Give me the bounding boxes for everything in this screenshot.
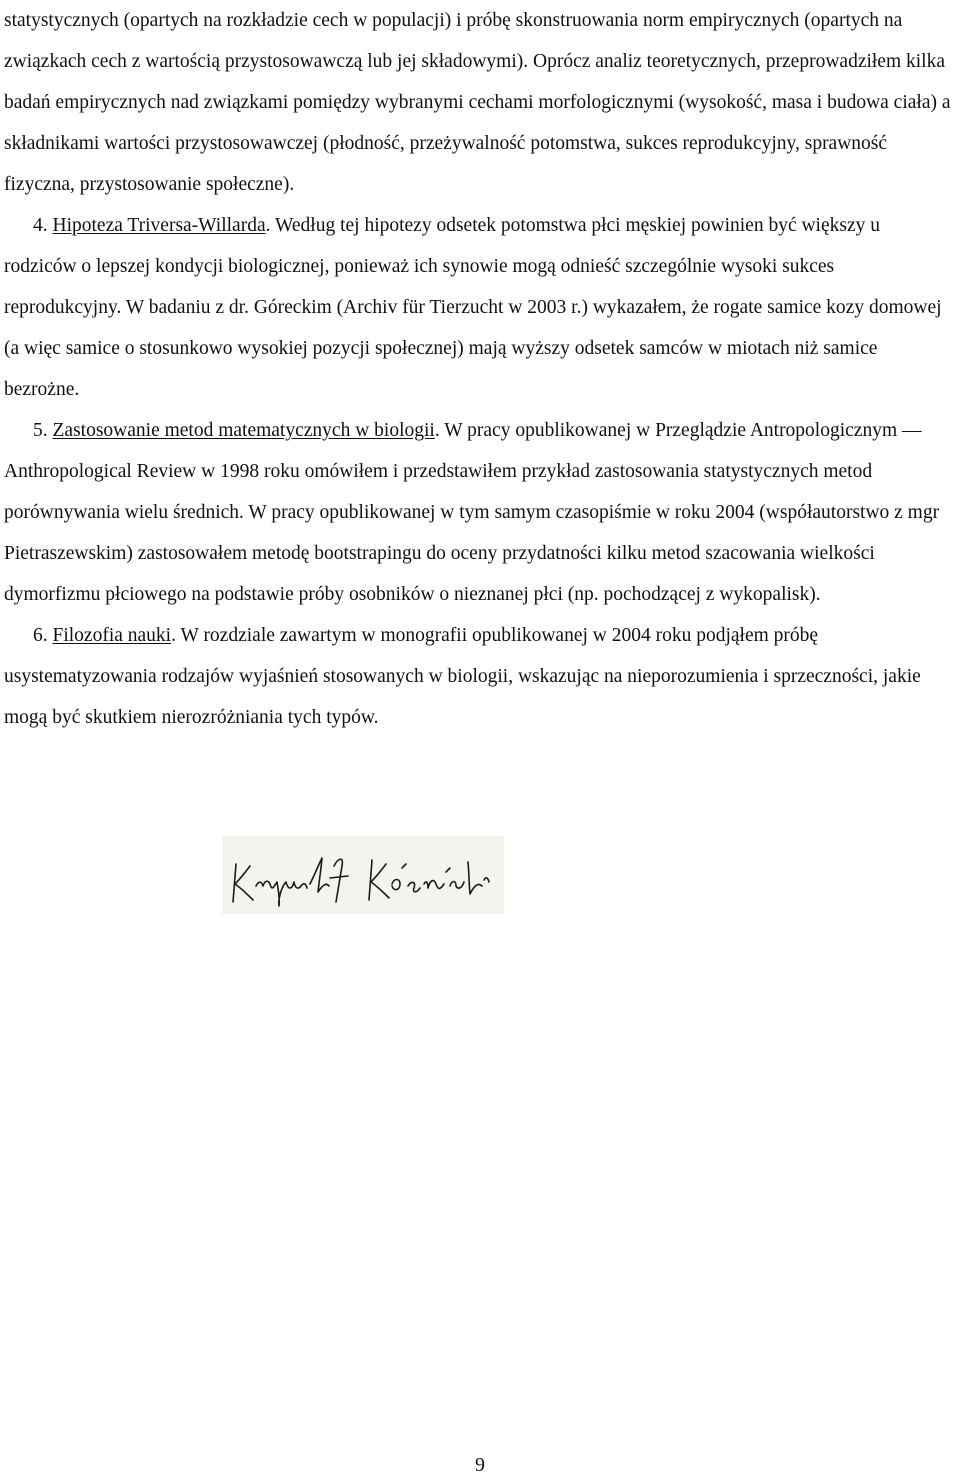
intro-paragraph: statystycznych (opartych na rozkładzie cech w populacji) i próbę skonstruowania norm empirycznych (opartych na związkach cech z wartością przystosowawczą lub jej składowymi). Oprócz analiz teoretycznych, przeprowadziłem kilka badań empirycznych nad związkami pomiędzy wybranymi cechami morfologicznymi (wysokość, masa i budowa ciała) a składnikami wartości przystosowawczej (płodność, przeżywalność potomstwa, sukces reprodukcyjny, sprawność fizyczna, przystosowanie społeczne).: [4, 10, 951, 195]
section-5-heading-period: .: [434, 420, 440, 441]
section-6-heading-period: .: [171, 625, 176, 646]
handwritten-signature: [222, 836, 504, 914]
section-6-text: W rozdziale zawartym w monografii opublikowanej w 2004 roku podjąłem próbę usystematyzowania rodzajów wyjaśnień stosowanych w biologii, wskazując na nieporozumienia i sprzeczności, jakie mogą być skutkiem nierozróżniania tych typów.: [4, 625, 921, 728]
section-6-paragraph: [4, 615, 954, 738]
section-4-text: Według tej hipotezy odsetek potomstwa płci męskiej powinien być większy u rodziców o lepszej kondycji biologicznej, ponieważ ich synowie mogą odnieść szczególnie wysoki sukces reprodukcyjny. W badaniu z dr. Góreckim (Archiv für Tierzucht w 2003 r.) wykazałem, że rogate samice kozy domowej (a więc samice o stosunkowo wysokiej pozycji społecznej) mają wyższy odsetek samców w miotach niż samice bezrożne.: [4, 215, 942, 400]
section-6-heading: Filozofia nauki: [52, 625, 172, 646]
section-6-number: 6.: [33, 625, 48, 646]
section-4-heading: Hipoteza Triversa-Willarda: [52, 215, 266, 236]
section-5-paragraph: [4, 410, 954, 615]
section-4-heading-period: .: [265, 215, 271, 236]
section-5-number: 5.: [33, 420, 48, 441]
signature-scribble: [222, 836, 504, 914]
section-4-paragraph: [4, 205, 954, 410]
section-5-text: W pracy opublikowanej w Przeglądzie Antropologicznym — Anthropological Review w 1998 roku omówiłem i przedstawiłem przykład zastosowania statystycznych metod porównywania wielu średnich. W pracy opublikowanej w tym samym czasopiśmie w roku 2004 (współautorstwo z mgr Pietraszewskim) zastosowałem metodę bootstrapingu do oceny przydatności kilku metod szacowania wielkości dymorfizmu płciowego na podstawie próby osobników o nieznanej płci (np. pochodzącej z wykopalisk).: [4, 420, 940, 605]
section-5-heading: Zastosowanie metod matematycznych w biologii: [52, 420, 435, 441]
page-number: 9: [475, 1454, 485, 1476]
section-4-number: 4.: [33, 215, 48, 236]
document-page: [4, 0, 954, 738]
